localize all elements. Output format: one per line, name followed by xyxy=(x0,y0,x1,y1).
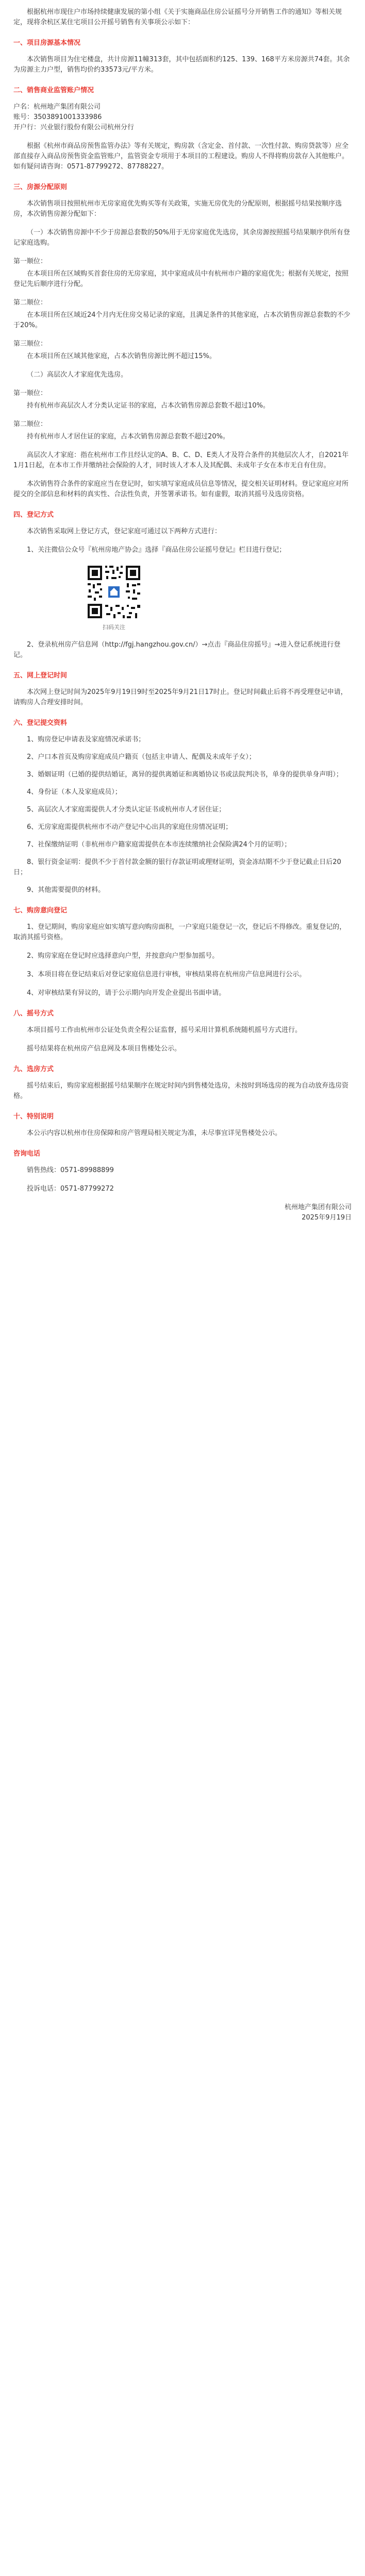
contact-line: 投诉电话：0571-87799272 xyxy=(27,1185,114,1193)
section-3-para: 持有杭州市人才居住证的家庭，占本次销售房源总套数不超过20%。 xyxy=(27,433,229,440)
section-7-heading: 七、购房意向登记 xyxy=(13,907,68,914)
section-5-para: 本次网上登记时间为2025年9月19日9时至2025年9月21日17时止。登记时间截止后将不再受理登记申请，请购房人合理安排时间。 xyxy=(13,688,347,706)
section-3-heading: 三、房源分配原则 xyxy=(13,183,68,191)
section-9-para: 摇号结束后，购房家庭根据摇号结果顺序在规定时间内到售楼处选房，未按时到场选房的视为自动放弃选房资格。 xyxy=(13,1082,349,1100)
section-3-para: （二）高层次人才家庭优先选房。 xyxy=(27,371,128,379)
section-4-para: 本次销售采取网上登记方式，登记家庭可通过以下两种方式进行： xyxy=(27,528,222,535)
section-3-para: 高层次人才家庭：指在杭州市工作且经认定的A、B、C、D、E类人才及符合条件的其他层次人才，自2021年1月1日起，在本市工作并缴纳社会保险的人才，同时该人才本人及其配偶、未成年子女在本市无自有住房。 xyxy=(13,451,349,469)
section-6-item: 2、户口本首页及购房家庭成员户籍页（包括主申请人、配偶及未成年子女）； xyxy=(27,753,256,761)
section-3-para: 在本项目所在区域购买首套住房的无房家庭，其中家庭成员中有杭州市户籍的家庭优先；根据有关规定，按照登记先后顺序进行分配。 xyxy=(13,270,349,288)
qr-code-icon xyxy=(86,564,142,620)
section-6-heading: 六、登记提交资料 xyxy=(13,719,68,727)
section-6-item: 6、无房家庭需提供杭州市不动产登记中心出具的家庭住房情况证明； xyxy=(27,823,233,831)
section-6-item: 4、身份证（本人及家庭成员）； xyxy=(27,788,122,796)
account-name: 户名：杭州地产集团有限公司 xyxy=(13,103,101,111)
section-3-para: 第一顺位： xyxy=(13,258,47,265)
qr-code-caption: 扫码关注 xyxy=(103,624,125,631)
section-3-para: （一）本次销售房源中不少于房源总套数的50%用于无房家庭优先选房，其余房源按照摇号结果顺序供所有登记家庭选购。 xyxy=(13,229,350,247)
signature-company: 杭州地产集团有限公司 xyxy=(284,1204,352,1211)
section-3-para: 在本项目所在区域近24个月内无住房交易记录的家庭，且满足条件的其他家庭，占本次销售房源总套数的不少于20%。 xyxy=(13,311,351,329)
section-6-item: 7、社保缴纳证明（非杭州市户籍家庭需提供在本市连续缴纳社会保险满24个月的证明）； xyxy=(27,841,291,849)
contact-heading: 咨询电话 xyxy=(13,1150,41,1158)
section-3-para: 在本项目所在区域其他家庭，占本次销售房源比例不超过15%。 xyxy=(27,352,216,360)
section-3-para: 本次销售符合条件的家庭应当在登记时，如实填写家庭成员信息等情况，提交相关证明材料。登记家庭应对所提交的全部信息和材料的真实性、合法性负责，并签署承诺书。如有虚假，取消其摇号及选房资格。 xyxy=(13,480,349,498)
section-3-para: 第二顺位： xyxy=(13,299,47,307)
section-9-heading: 九、选房方式 xyxy=(13,1065,54,1073)
section-4-para: 2、登录杭州房产信息网（http://fgj.hangzhou.gov.cn/）→点击『商品住房摇号』→进入登记系统进行登记。 xyxy=(13,641,341,659)
section-3-para: 第三顺位： xyxy=(13,340,47,348)
section-2-heading: 二、销售商业监管账户情况 xyxy=(13,87,94,94)
section-6-item: 9、其他需要提供的材料。 xyxy=(27,886,105,894)
section-6-item: 1、购房登记申请表及家庭情况承诺书； xyxy=(27,736,145,743)
section-6-item: 5、高层次人才家庭需提供人才分类认定证书或杭州市人才居住证； xyxy=(27,806,226,814)
section-3-para: 第一顺位： xyxy=(13,389,47,397)
section-6-item: 3、婚姻证明（已婚的提供结婚证，离异的提供离婚证和离婚协议书或法院判决书，单身的提供单身声明）； xyxy=(27,771,343,778)
section-8-para: 摇号结果将在杭州房产信息网及本项目售楼处公示。 xyxy=(27,1045,181,1053)
section-7-para: 3、本项目将在登记结束后对登记家庭信息进行审核，审核结果将在杭州房产信息网进行公示。 xyxy=(27,971,306,978)
intro-paragraph: 根据杭州市现住户市场持续健康发展的第小组《关于实施商品住房公证摇号分开销售工作的通知》等相关规定，现将余杭区某住宅项目公开摇号销售有关事项公示如下： xyxy=(13,8,342,26)
signature-date: 2025年9月19日 xyxy=(302,1214,352,1222)
section-8-para: 本项目摇号工作由杭州市公证处负责全程公证监督，摇号采用计算机系统随机摇号方式进行。 xyxy=(27,1026,302,1034)
section-1-body: 本次销售项目为住宅楼盘，共计房源11幢313套，其中包括面积约125、139、168平方米房源共74套。其余为房源主力户型，销售均价约33573元/平方米。 xyxy=(13,56,350,74)
account-number: 账号：3503891001333986 xyxy=(13,113,102,121)
section-3-para: 第二顺位： xyxy=(13,420,47,428)
section-4-para: 1、关注微信公众号『杭州房地产协会』选择『商品住房公证摇号登记』栏目进行登记； xyxy=(27,546,286,554)
section-3-para: 持有杭州市高层次人才分类认定证书的家庭，占本次销售房源总套数不超过10%。 xyxy=(27,402,270,410)
account-bank: 开户行：兴业银行股份有限公司杭州分行 xyxy=(13,124,135,131)
qr-code-block xyxy=(86,564,142,633)
section-7-para: 4、对审核结果有异议的，请于公示期内向开发企业提出书面申请。 xyxy=(27,989,226,997)
section-6-item: 8、银行资金证明：提供不少于首付款金额的银行存款证明或理财证明，资金冻结期不少于登记截止日后20日； xyxy=(13,858,341,876)
section-10-para: 本公示内容以杭州市住房保障和房产管理局相关规定为准，未尽事宜详见售楼处公示。 xyxy=(27,1129,282,1137)
contact-line: 销售热线：0571-89988899 xyxy=(27,1166,114,1174)
section-5-heading: 五、网上登记时间 xyxy=(13,672,68,680)
section-3-para: 本次销售项目按照杭州市无房家庭优先购买等有关政策，实施无房优先的分配原则，根据摇号结果按顺序选房，本次销售房源分配如下： xyxy=(13,200,342,218)
section-1-heading: 一、项目房源基本情况 xyxy=(13,39,81,47)
section-4-heading: 四、登记方式 xyxy=(13,511,54,519)
section-7-para: 1、登记期间，购房家庭应如实填写意向购房面积，一户家庭只能登记一次，登记后不得修改。重复登记的，取消其摇号资格。 xyxy=(13,923,346,941)
section-8-heading: 八、摇号方式 xyxy=(13,1010,54,1018)
section-7-para: 2、购房家庭在登记时应选择意向户型，并按意向户型参加摇号。 xyxy=(27,952,219,960)
section-2-body: 根据《杭州市商品房预售监管办法》等有关规定，购房款（含定金、首付款、一次性付款、购房贷款等）应全部直接存入商品房预售资金监管账户，监管资金专项用于本项目的工程建设。购房人不得将购房款存入其他账户。如有疑问请咨询：0571-87799272、87788227。 xyxy=(13,142,349,171)
section-10-heading: 十、特别说明 xyxy=(13,1113,54,1121)
